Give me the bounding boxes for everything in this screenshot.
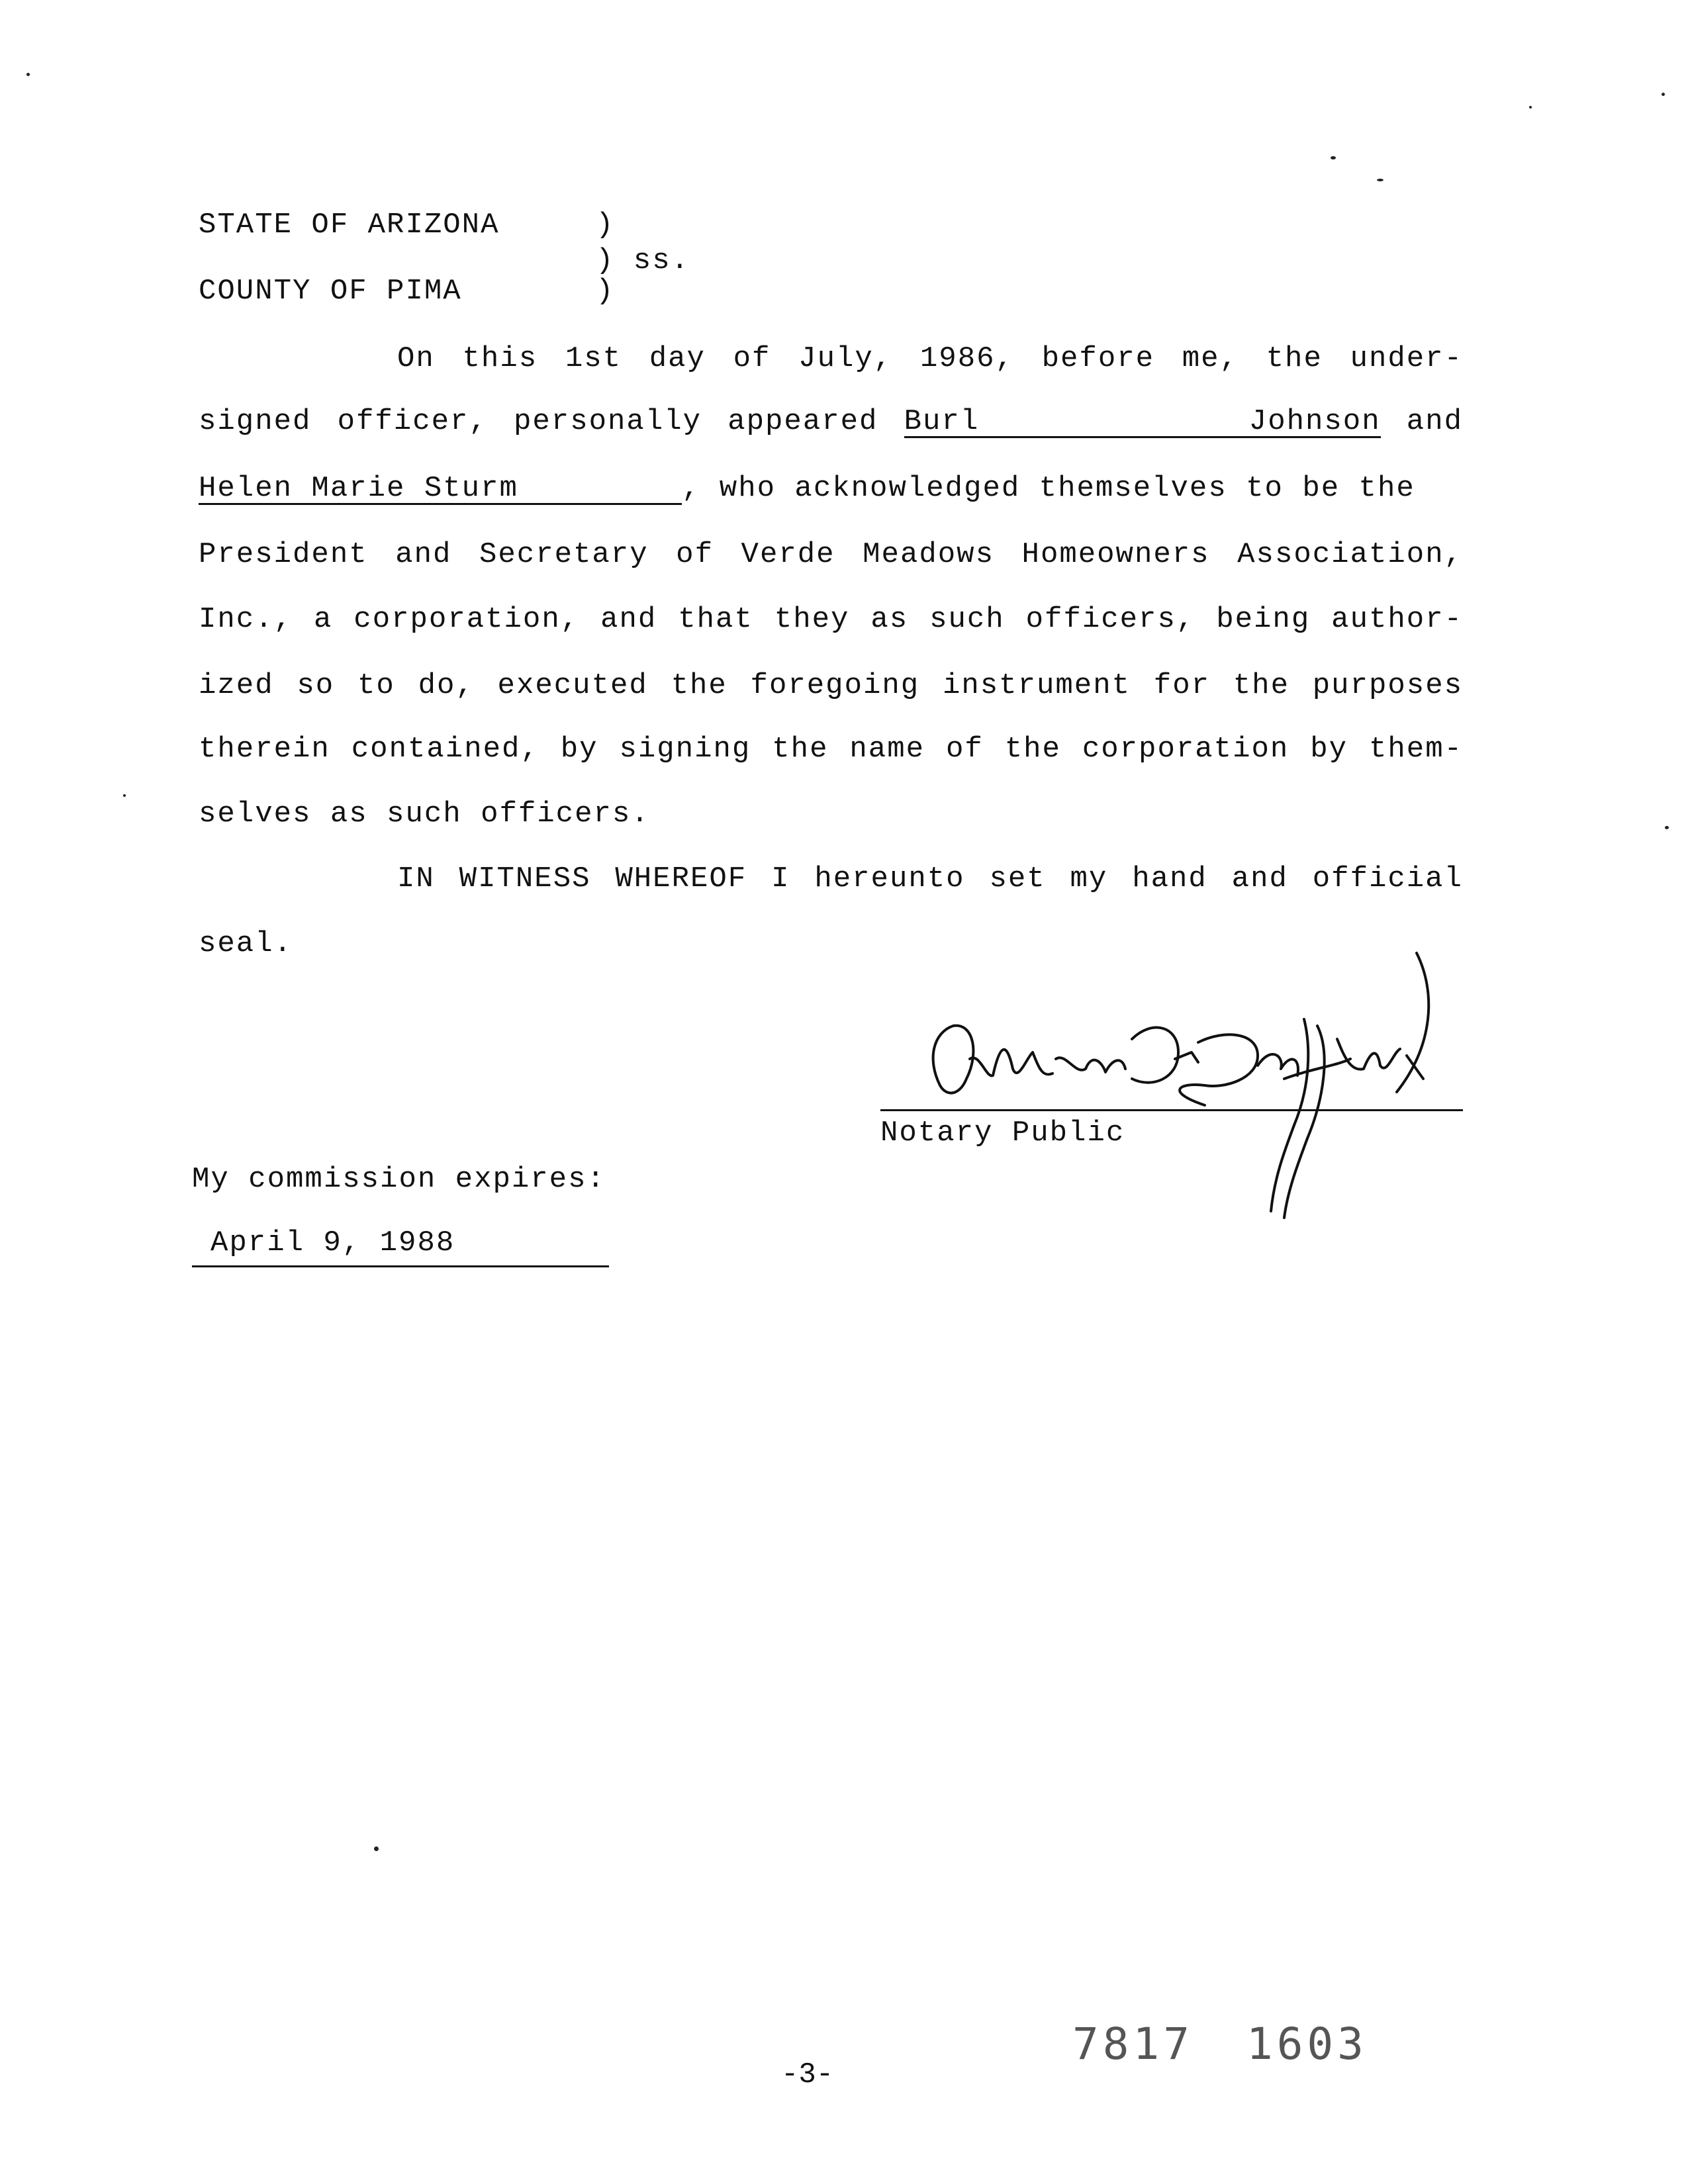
scan-speck xyxy=(1529,106,1532,109)
venue-paren-top: ) xyxy=(596,208,615,242)
scan-speck xyxy=(1662,93,1665,96)
scan-speck xyxy=(26,73,30,76)
scan-speck xyxy=(123,794,126,797)
commission-label: My commission expires: xyxy=(192,1163,606,1196)
officer-1-blank xyxy=(904,407,1381,438)
ack-line-5: Inc., a corporation, and that they as such officers, being author- xyxy=(199,603,1463,636)
ack-line-4: President and Secretary of Verde Meadows Homeowners Association, xyxy=(199,538,1463,571)
witness-line-1: IN WITNESS WHEREOF I hereunto set my hand and official xyxy=(397,862,1463,895)
scan-speck xyxy=(1377,179,1383,181)
ack-line-6: ized so to do, executed the foregoing instrument for the purposes xyxy=(199,669,1463,702)
ack-line-3 xyxy=(199,474,1463,505)
notary-signature-line xyxy=(880,1109,1463,1111)
ack-line-2 xyxy=(199,407,1463,438)
venue-state: STATE OF ARIZONA xyxy=(199,208,500,242)
venue-county: COUNTY OF PIMA xyxy=(199,275,462,308)
venue-paren-bottom: ) xyxy=(596,275,615,308)
ack-line-2-and: and xyxy=(1406,405,1464,438)
commission-date-line xyxy=(192,1265,609,1267)
ack-line-8: selves as such officers. xyxy=(199,797,650,831)
officer-1-name: Burl Johnson xyxy=(904,405,1381,438)
scan-speck xyxy=(1331,156,1336,159)
stamp-book: 7817 xyxy=(1072,2019,1194,2070)
ack-line-3-rest: , who acknowledged themselves to be the xyxy=(682,472,1415,505)
scan-speck xyxy=(374,1846,379,1851)
notary-public-label: Notary Public xyxy=(880,1116,1125,1150)
ack-line-2-lead: signed officer, personally appeared xyxy=(199,405,878,438)
witness-line-2: seal. xyxy=(199,927,293,960)
officer-2-name: Helen Marie Sturm xyxy=(199,472,518,505)
scan-speck xyxy=(1665,826,1669,829)
page-number: -3- xyxy=(781,2058,834,2091)
ack-line-1: On this 1st day of July, 1986, before me, the under- xyxy=(397,342,1463,375)
officer-2-blank xyxy=(199,474,682,505)
commission-date: April 9, 1988 xyxy=(211,1226,455,1259)
stamp-page: 1603 xyxy=(1246,2019,1368,2070)
venue-ss: ) ss. xyxy=(596,244,690,277)
notary-signature-image xyxy=(914,927,1496,1231)
recording-stamp xyxy=(1072,2019,1368,2070)
ack-line-7: therein contained, by signing the name of the corporation by them- xyxy=(199,733,1463,766)
